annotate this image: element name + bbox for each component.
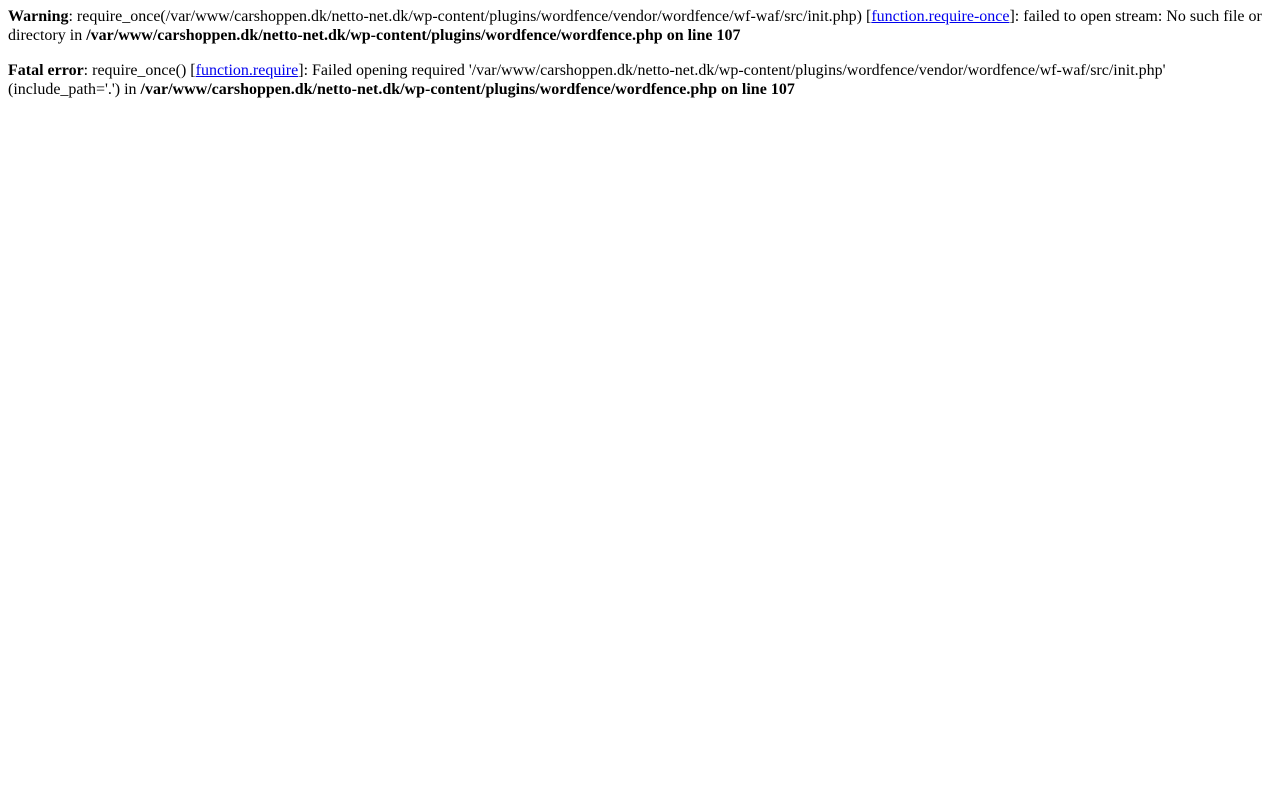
fatal-error-message-after-link: ]: Failed opening required '/var/www/carshoppen.dk/netto-net.dk/wp-content/plugins/wordfence/vendor/wordfence/wf-waf/src/init.php' (include_path='.') in <box>8 61 1166 98</box>
page-body <box>0 0 1280 108</box>
warning-label: Warning <box>8 8 69 25</box>
warning-message-before-link: : require_once(/var/www/carshoppen.dk/netto-net.dk/wp-content/plugins/wordfence/vendor/wordfence/wf-waf/src/init.php) [ <box>68 8 872 25</box>
fatal-error-label: Fatal error <box>8 61 84 79</box>
fatal-error-file-path: /var/www/carshoppen.dk/netto-net.dk/wp-content/plugins/wordfence/wordfence.php <box>140 80 718 98</box>
function-require-once-link[interactable]: function.require-once <box>871 8 1010 25</box>
warning-line-number: 107 <box>716 26 741 44</box>
fatal-error-line-number: 107 <box>770 80 795 98</box>
fatal-error-message-before-link: : require_once() [ <box>83 61 196 79</box>
php-warning-block <box>8 8 1272 46</box>
warning-message-after-link: ]: failed to open stream: No such file or directory in <box>8 8 1262 44</box>
function-require-link[interactable]: function.require <box>195 61 299 79</box>
warning-on-line-text: on line <box>662 26 717 44</box>
warning-file-path: /var/www/carshoppen.dk/netto-net.dk/wp-content/plugins/wordfence/wordfence.php <box>86 26 663 44</box>
fatal-error-on-line-text: on line <box>717 80 771 98</box>
php-fatal-error-block <box>8 62 1272 100</box>
